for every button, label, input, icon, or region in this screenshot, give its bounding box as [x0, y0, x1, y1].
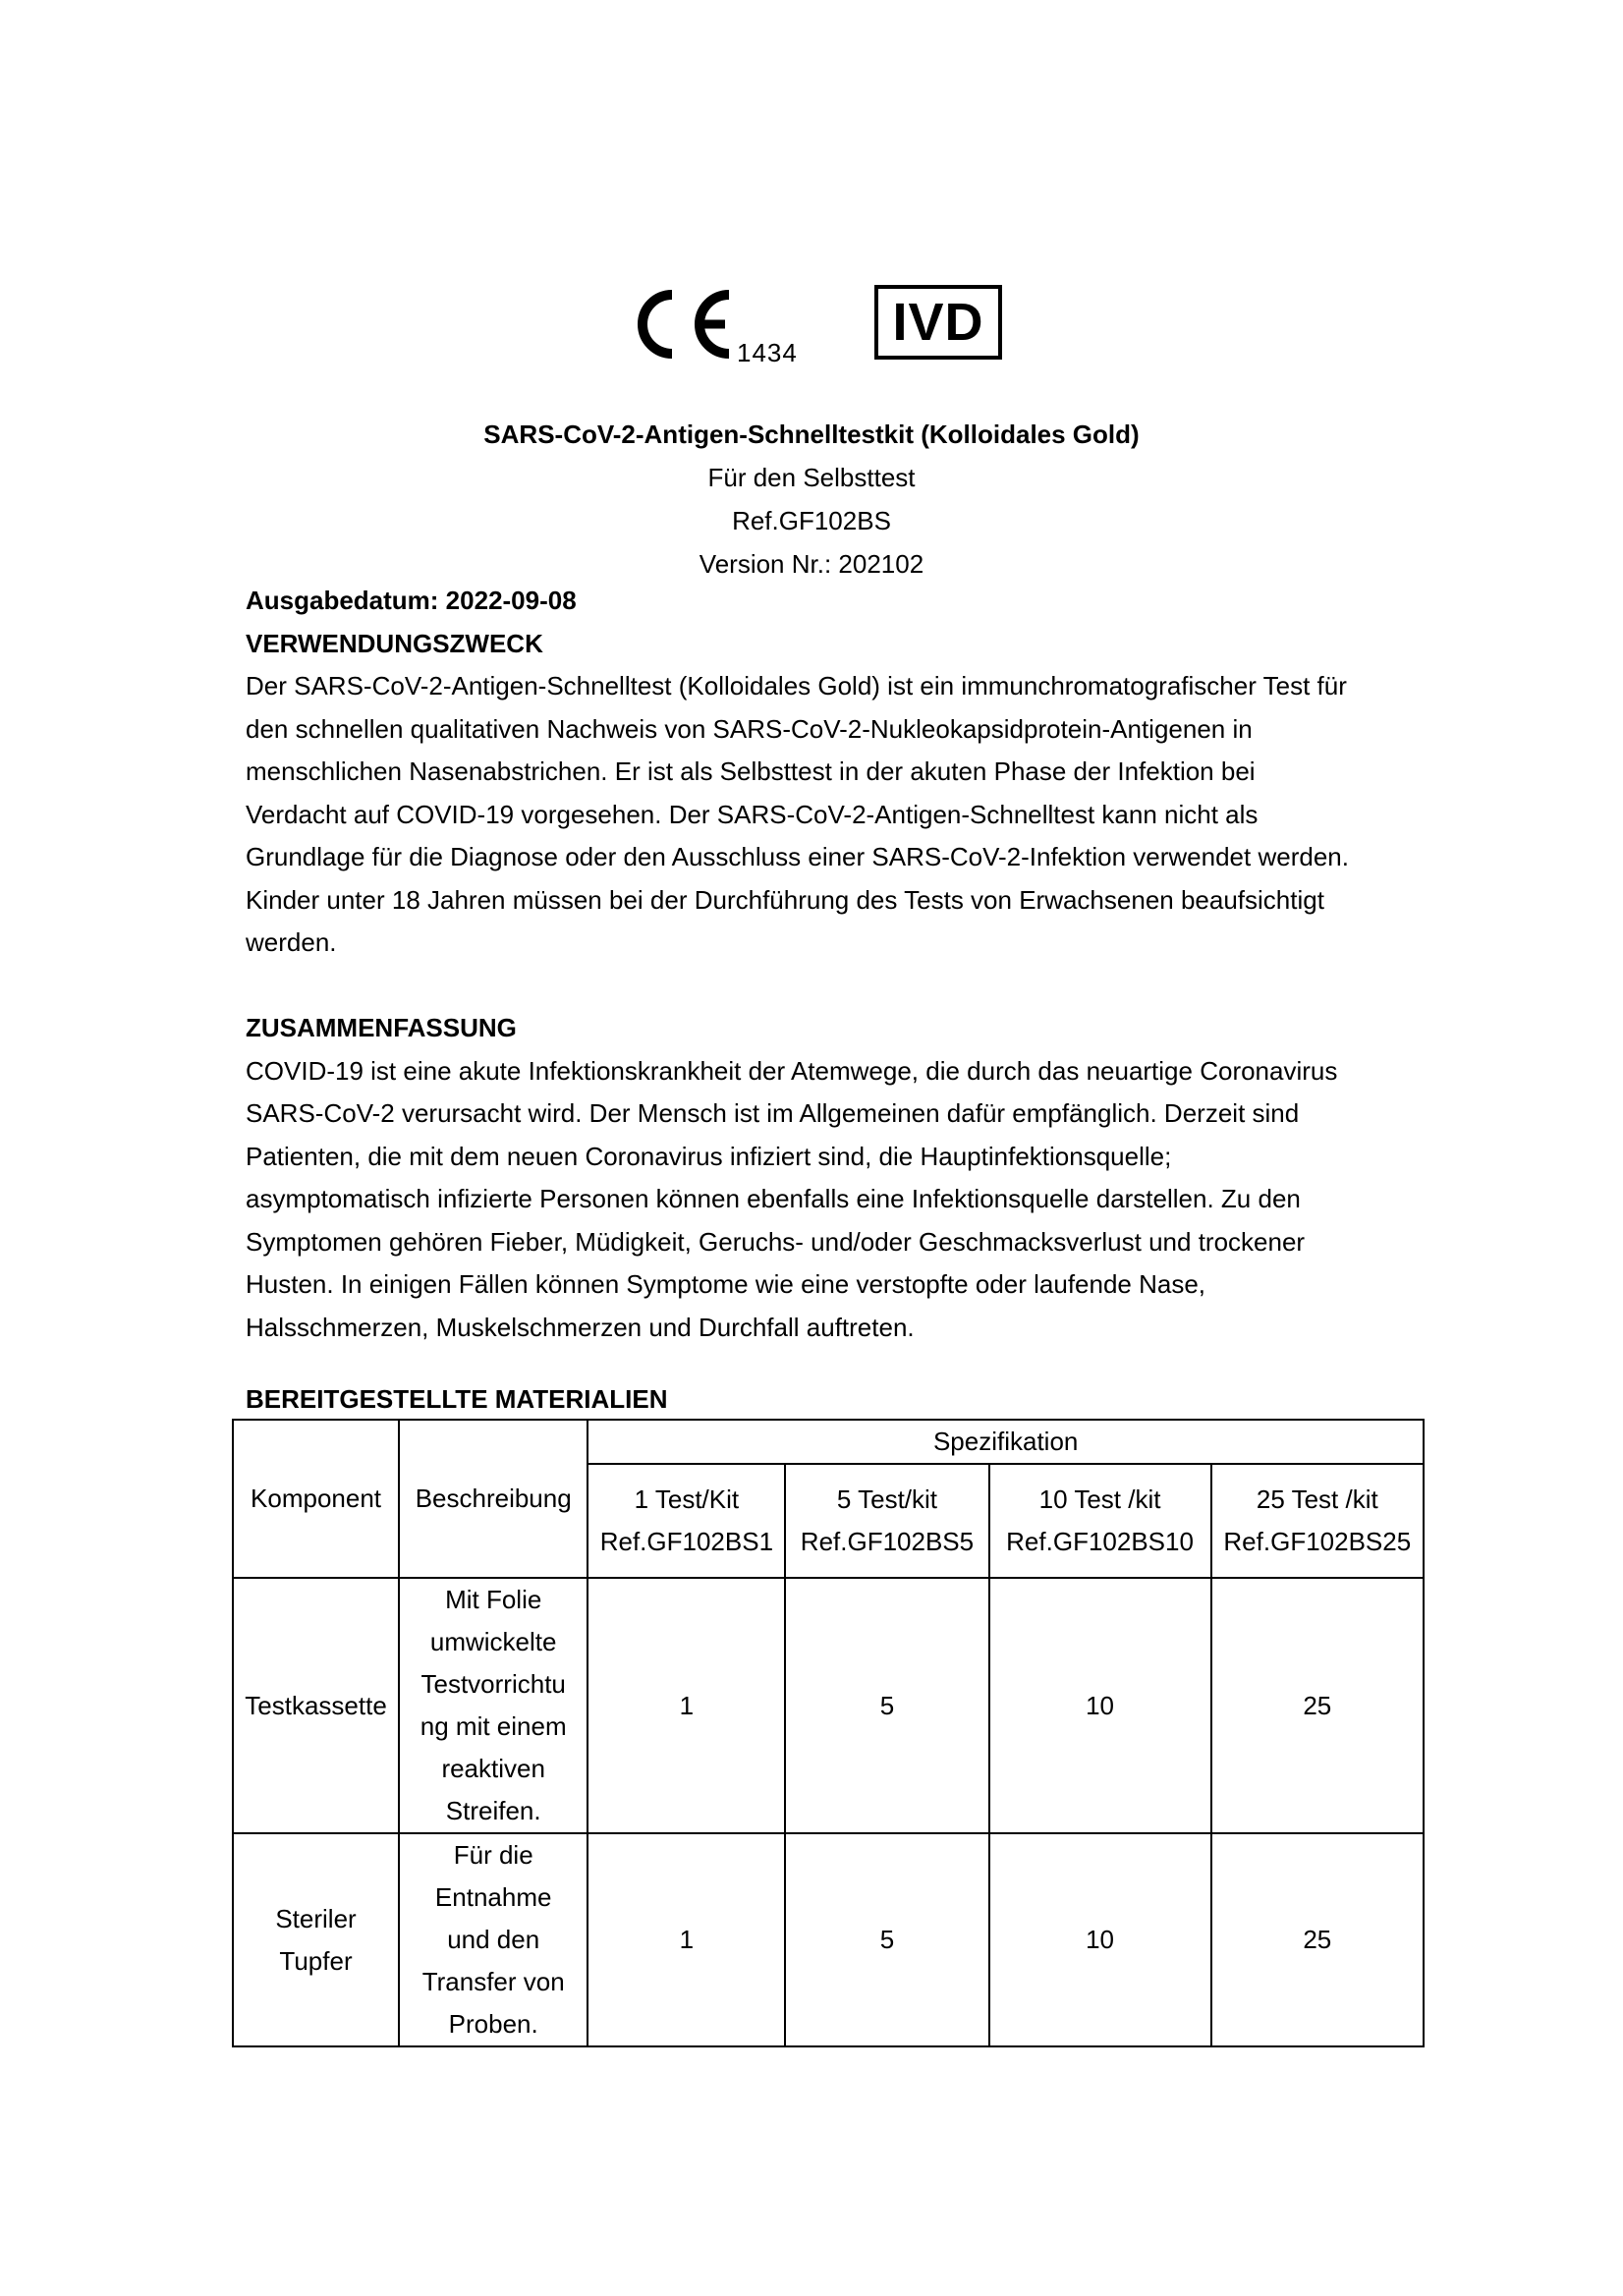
summary-paragraph — [246, 1050, 1385, 1350]
summary-line: Halsschmerzen, Muskelschmerzen und Durchfall auftreten. — [246, 1312, 915, 1342]
description-line: ng mit einem — [420, 1711, 567, 1741]
purpose-line: menschlichen Nasenabstrichen. Er ist als Selbsttest in der akuten Phase der Infektion bei — [246, 756, 1256, 786]
document-header — [0, 413, 1623, 586]
section-spacer — [246, 965, 1385, 1008]
purpose-line: Verdacht auf COVID-19 vorgesehen. Der SARS-CoV-2-Antigen-Schnelltest kann nicht als — [246, 799, 1259, 829]
description-line: Testvorrichtu — [420, 1669, 566, 1699]
column-header-spec-10 — [989, 1464, 1211, 1578]
spec-kit-size: 10 Test /kit — [1038, 1484, 1161, 1514]
column-header-description: Beschreibung — [399, 1420, 588, 1578]
purpose-line: Kinder unter 18 Jahren müssen bei der Durchführung des Tests von Erwachsenen beaufsichtigt — [246, 884, 1324, 915]
purpose-line: Grundlage für die Diagnose oder den Ausschluss einer SARS-CoV-2-Infektion verwendet werden. — [246, 842, 1349, 871]
description-line: Proben. — [448, 2009, 538, 2039]
summary-line: asymptomatisch infizierte Personen können ebenfalls eine Infektionsquelle darstellen. Zu den — [246, 1184, 1301, 1213]
quantity-cell: 5 — [785, 1578, 988, 1833]
component-name: Tupfer — [279, 1945, 353, 1976]
purpose-line: den schnellen qualitativen Nachweis von SARS-CoV-2-Nukleokapsidprotein-Antigenen in — [246, 713, 1253, 744]
spec-kit-size: 25 Test /kit — [1256, 1484, 1378, 1514]
quantity-cell: 5 — [785, 1833, 988, 2046]
document-version: Version Nr.: 202102 — [699, 549, 924, 579]
purpose-paragraph — [246, 665, 1385, 965]
description-line: Transfer von — [421, 1967, 565, 1996]
spec-ref: Ref.GF102BS1 — [599, 1527, 774, 1556]
ce-notified-body-number: 1434 — [737, 338, 798, 367]
materials-table — [232, 1419, 1425, 2047]
column-header-spec-1 — [588, 1464, 785, 1578]
column-header-spec-5 — [785, 1464, 988, 1578]
description-line: Entnahme — [434, 1882, 552, 1912]
document-body — [246, 580, 1385, 1349]
purpose-heading: VERWENDUNGSZWECK — [246, 628, 543, 658]
summary-line: COVID-19 ist eine akute Infektionskrankheit der Atemwege, die durch das neuartige Coronavirus — [246, 1055, 1338, 1086]
quantity-cell: 25 — [1211, 1833, 1424, 2046]
purpose-line: Der SARS-CoV-2-Antigen-Schnelltest (Kolloidales Gold) ist ein immunchromatografischer Test für — [246, 671, 1347, 700]
summary-line: SARS-CoV-2 verursacht wird. Der Mensch ist im Allgemeinen dafür empfänglich. Derzeit sind — [246, 1098, 1300, 1128]
quantity-cell: 10 — [989, 1833, 1211, 2046]
quantity-cell: 10 — [989, 1578, 1211, 1833]
description-line: Streifen. — [445, 1796, 541, 1825]
component-name: Testkassette — [245, 1690, 387, 1720]
component-cell — [233, 1578, 399, 1833]
ce-mark-icon — [627, 285, 745, 364]
regulatory-marks — [0, 277, 1623, 375]
table-header-row — [233, 1420, 1424, 1464]
issue-date: Ausgabedatum: 2022-09-08 — [246, 586, 577, 615]
purpose-line: werden. — [246, 927, 337, 957]
document-subtitle: Für den Selbsttest — [707, 463, 916, 492]
description-line: Für die — [453, 1840, 533, 1870]
component-cell — [233, 1833, 399, 2046]
spec-ref: Ref.GF102BS25 — [1223, 1527, 1412, 1556]
spec-ref: Ref.GF102BS5 — [800, 1527, 975, 1556]
table-row — [233, 1833, 1424, 2046]
quantity-cell: 1 — [588, 1578, 785, 1833]
summary-line: Husten. In einigen Fällen können Symptome wie eine verstopfte oder laufende Nase, — [246, 1269, 1206, 1299]
summary-heading: ZUSAMMENFASSUNG — [246, 1013, 517, 1042]
quantity-cell: 25 — [1211, 1578, 1424, 1833]
spec-kit-size: 5 Test/kit — [836, 1484, 938, 1514]
document-ref: Ref.GF102BS — [732, 506, 891, 535]
spec-kit-size: 1 Test/Kit — [634, 1484, 740, 1514]
summary-line: Symptomen gehören Fieber, Müdigkeit, Geruchs- und/oder Geschmacksverlust und trockener — [246, 1226, 1306, 1257]
column-header-component: Komponent — [233, 1420, 399, 1578]
column-header-spec-25 — [1211, 1464, 1424, 1578]
description-line: und den — [447, 1925, 540, 1954]
component-name: Steriler — [275, 1903, 357, 1933]
description-line: reaktiven — [441, 1754, 545, 1783]
materials-heading: BEREITGESTELLTE MATERIALIEN — [246, 1384, 668, 1414]
description-line: umwickelte — [429, 1627, 557, 1656]
description-line: Mit Folie — [445, 1585, 542, 1614]
ivd-mark-icon: IVD — [874, 285, 1002, 360]
spec-ref: Ref.GF102BS10 — [1006, 1527, 1194, 1556]
description-cell — [399, 1833, 588, 2046]
summary-line: Patienten, die mit dem neuen Coronavirus infiziert sind, die Hauptinfektionsquelle; — [246, 1141, 1172, 1171]
document-title: SARS-CoV-2-Antigen-Schnelltestkit (Kolloidales Gold) — [483, 420, 1140, 449]
column-header-specification: Spezifikation — [588, 1420, 1424, 1464]
table-row — [233, 1578, 1424, 1833]
quantity-cell: 1 — [588, 1833, 785, 2046]
description-cell — [399, 1578, 588, 1833]
